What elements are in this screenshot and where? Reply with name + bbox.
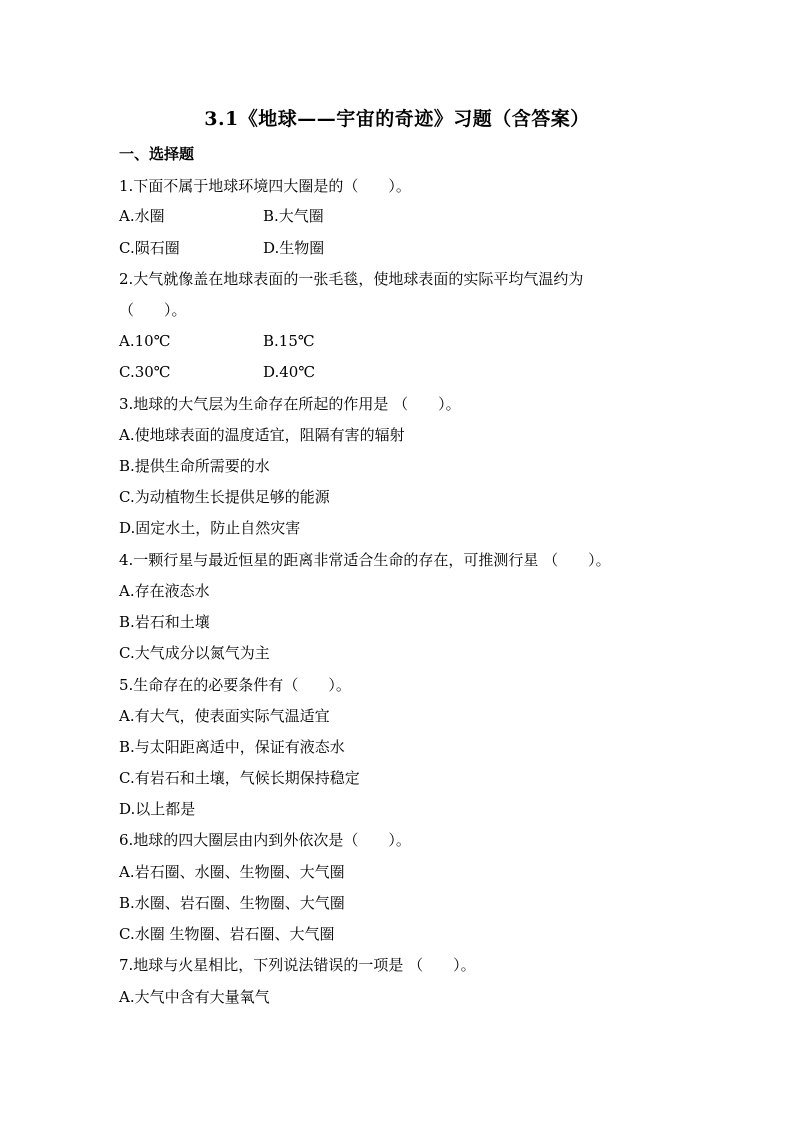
question-5-option-c: C.有岩石和土壤，气候长期保持稳定 bbox=[119, 769, 360, 787]
document-title: 3.1《地球——宇宙的奇迹》习题（含答案） bbox=[204, 108, 590, 130]
question-6-option-a: A.岩石圈、水圈、生物圈、大气圈 bbox=[119, 863, 345, 881]
question-5-option-b: B.与太阳距离适中，保证有液态水 bbox=[119, 738, 345, 756]
question-6-option-c: C.水圈 生物圈、岩石圈、大气圈 bbox=[119, 925, 335, 943]
question-1-option-a: A.水圈 bbox=[119, 207, 165, 225]
question-2-option-c: C.30℃ bbox=[119, 363, 171, 381]
question-5-option-d: D.以上都是 bbox=[119, 800, 196, 818]
question-2-option-d: D.40℃ bbox=[263, 363, 316, 381]
question-6-stem: 6.地球的四大圈层由内到外依次是（ ）。 bbox=[119, 831, 411, 849]
question-4-option-b: B.岩石和土壤 bbox=[119, 613, 210, 631]
question-3-option-c: C.为动植物生长提供足够的能源 bbox=[119, 488, 330, 506]
question-2-stem-line1: 2.大气就像盖在地球表面的一张毛毯，使地球表面的实际平均气温约为 bbox=[119, 270, 584, 288]
question-1-stem: 1.下面不属于地球环境四大圈是的（ ）。 bbox=[119, 177, 411, 195]
question-4-stem: 4.一颗行星与最近恒星的距离非常适合生命的存在，可推测行星 （ ）。 bbox=[119, 551, 611, 569]
question-6-option-b: B.水圈、岩石圈、生物圈、大气圈 bbox=[119, 894, 345, 912]
question-2-option-b: B.15℃ bbox=[263, 332, 315, 350]
question-5-stem: 5.生命存在的必要条件有（ ）。 bbox=[119, 676, 351, 694]
question-3-option-b: B.提供生命所需要的水 bbox=[119, 457, 270, 475]
question-3-option-d: D.固定水土，防止自然灾害 bbox=[119, 519, 301, 537]
question-3-stem: 3.地球的大气层为生命存在所起的作用是 （ ）。 bbox=[119, 395, 461, 413]
question-3-option-a: A.使地球表面的温度适宜，阻隔有害的辐射 bbox=[119, 426, 405, 444]
section-heading: 一、选择题 bbox=[119, 145, 195, 163]
question-1-option-d: D.生物圈 bbox=[263, 239, 325, 257]
question-1-option-b: B.大气圈 bbox=[263, 207, 324, 225]
question-4-option-c: C.大气成分以氮气为主 bbox=[119, 644, 270, 662]
question-7-option-a: A.大气中含有大量氧气 bbox=[119, 988, 270, 1006]
question-2-option-a: A.10℃ bbox=[119, 332, 171, 350]
question-4-option-a: A.存在液态水 bbox=[119, 582, 210, 600]
question-1-option-c: C.陨石圈 bbox=[119, 239, 180, 257]
question-2-stem-line2: （ ）。 bbox=[119, 301, 187, 319]
question-7-stem: 7.地球与火星相比，下列说法错误的一项是 （ ）。 bbox=[119, 956, 476, 974]
question-5-option-a: A.有大气，使表面实际气温适宜 bbox=[119, 707, 330, 725]
